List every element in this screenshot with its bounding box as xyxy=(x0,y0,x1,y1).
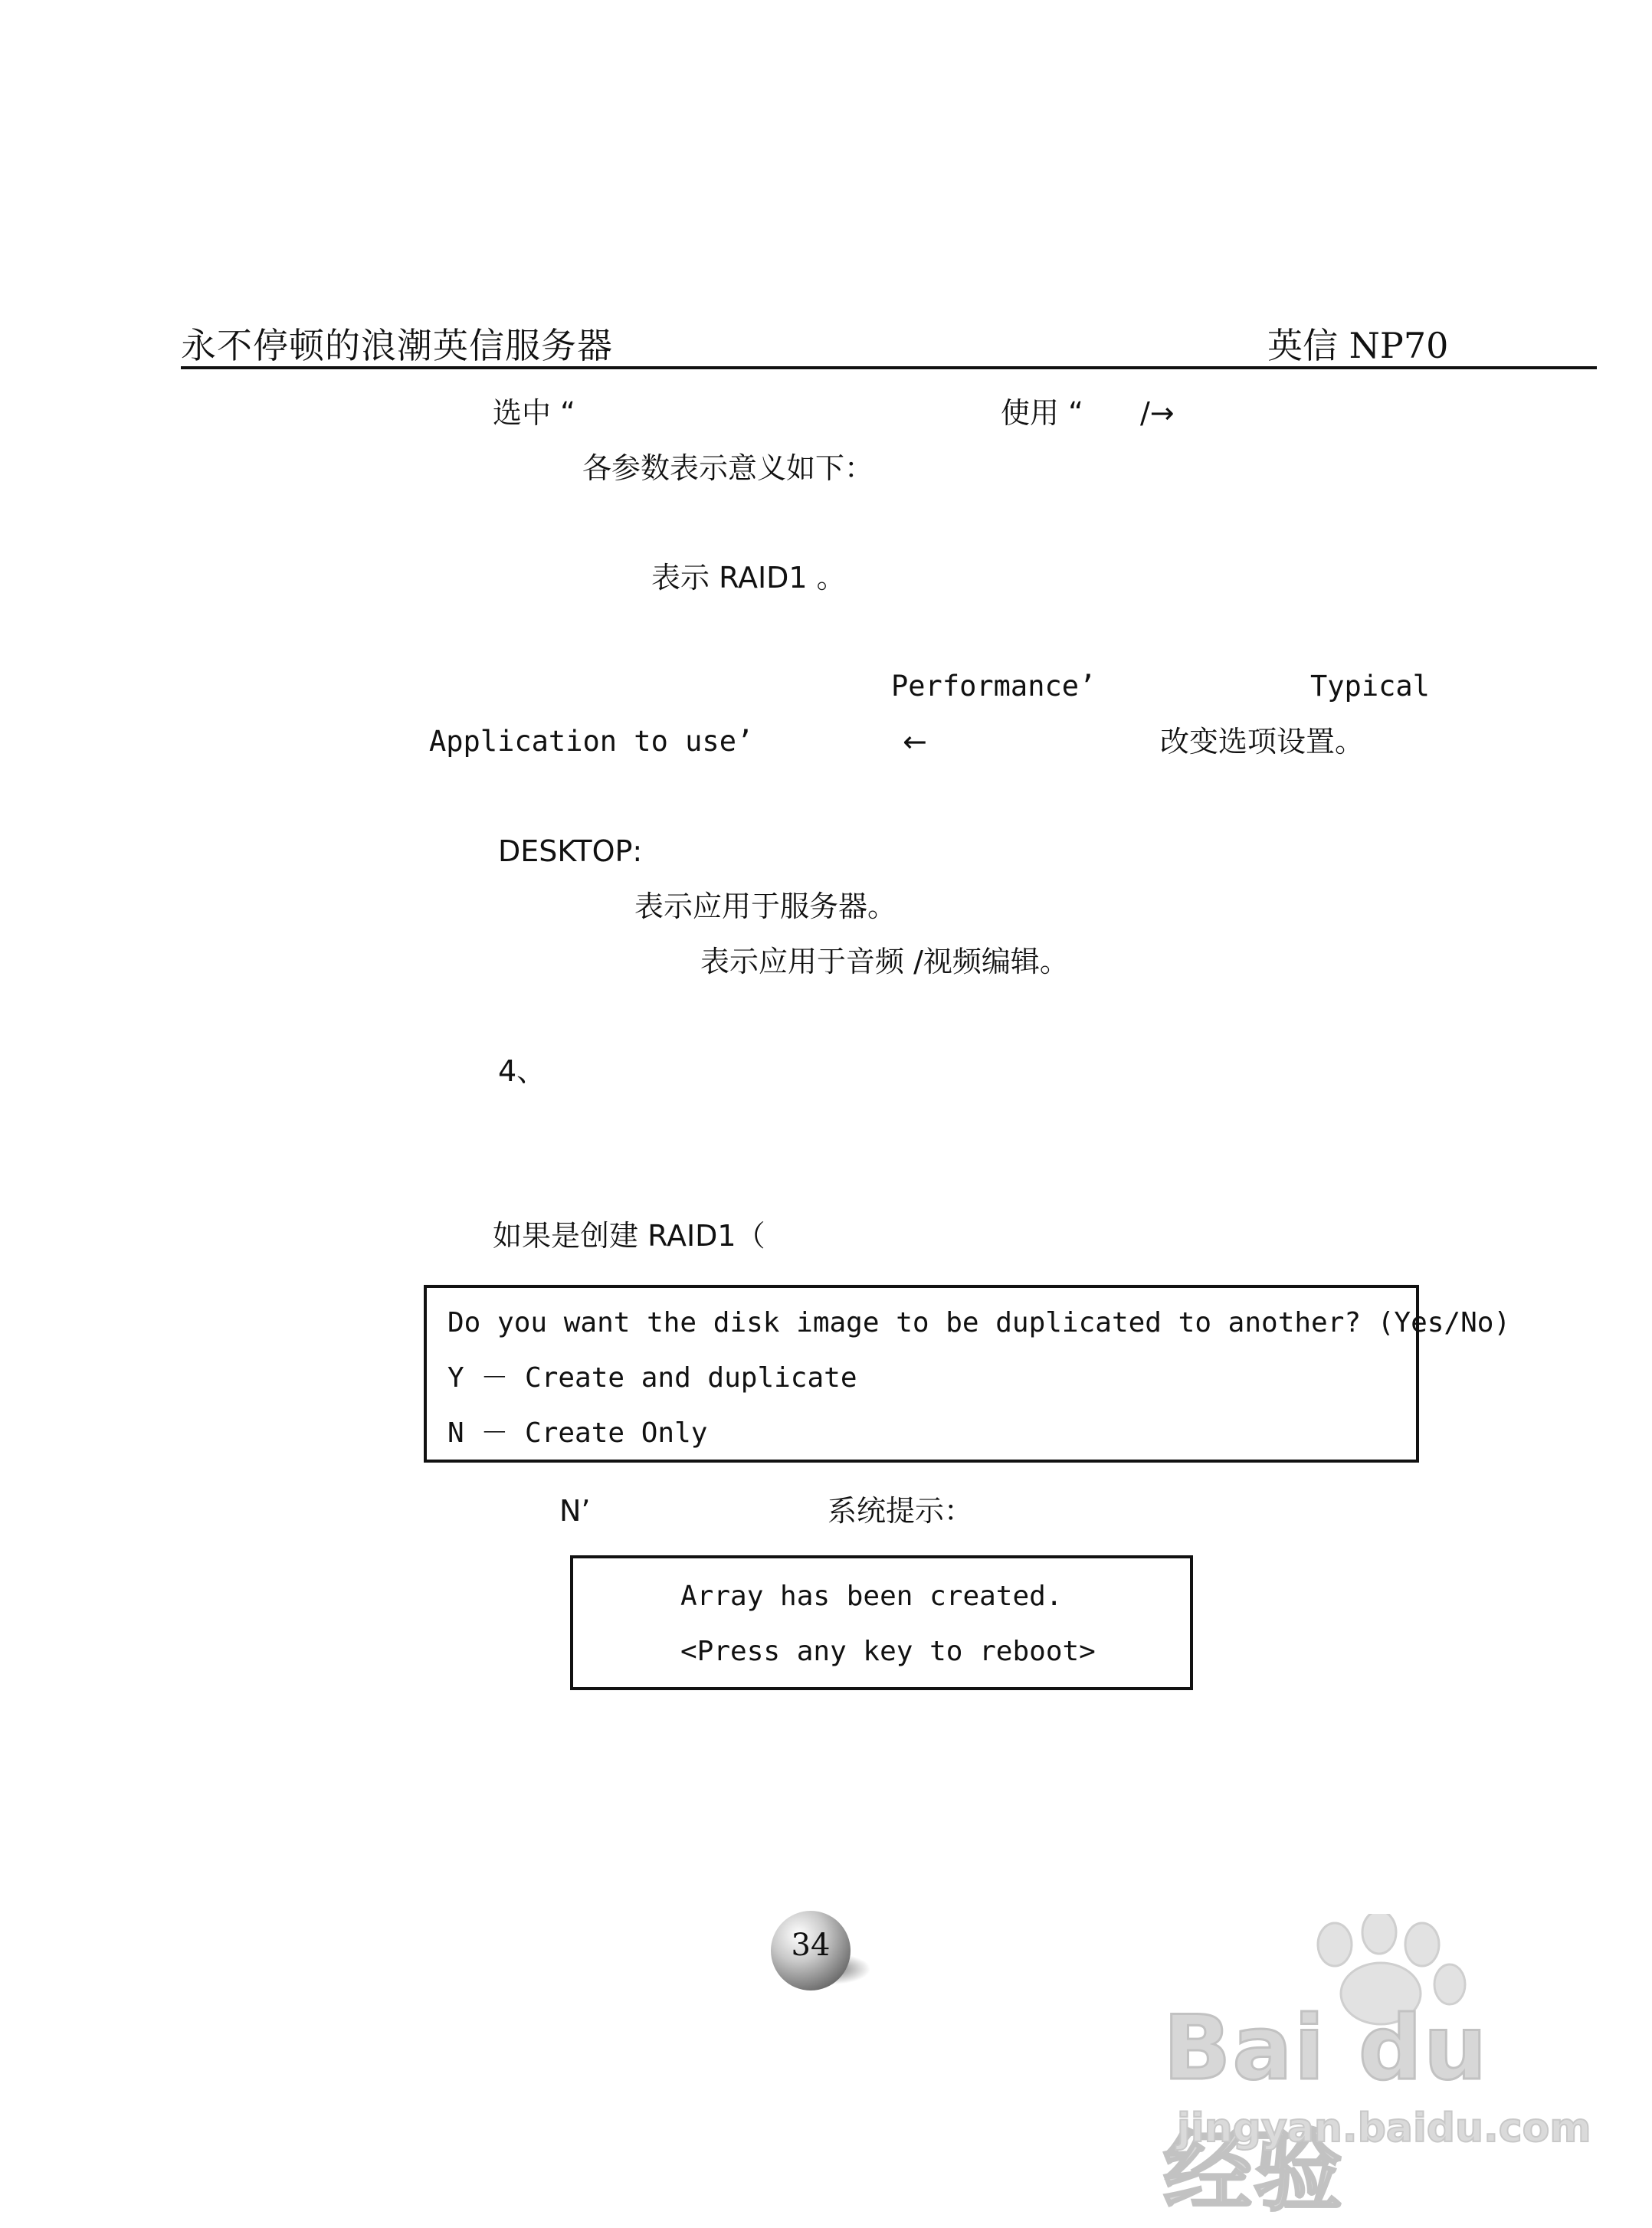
text-create-raid1: 如果是创建 RAID1（ xyxy=(493,1219,765,1253)
watermark-url: jingyan.baidu.com xyxy=(1177,2105,1591,2151)
text-application-to-use: Application to use’ xyxy=(429,725,754,758)
page-number: 34 xyxy=(791,1928,831,1963)
text-n-choice: N’ xyxy=(559,1494,591,1528)
text-change-option: 改变选项设置。 xyxy=(1160,725,1365,759)
prompt-question: Do you want the disk image to be duplicated to another? (Yes/No) xyxy=(447,1307,1511,1338)
baidu-watermark xyxy=(1157,1914,1591,2223)
text-left-arrow: ← xyxy=(903,725,927,759)
array-created-message: Array has been created. xyxy=(680,1581,1063,1612)
text-server-usage: 表示应用于服务器。 xyxy=(634,890,897,923)
duplicate-prompt-box xyxy=(424,1285,1511,1463)
text-av-editing-usage: 表示应用于音频 /视频编辑。 xyxy=(700,945,1069,978)
text-typical: Typical xyxy=(1310,670,1430,703)
text-raid1-meaning: 表示 RAID1 。 xyxy=(651,561,846,595)
text-use-prefix: 使用 “ xyxy=(1001,396,1083,430)
header-left-title: 永不停顿的浪潮英信服务器 xyxy=(181,325,613,366)
page-number-badge xyxy=(766,1909,870,1995)
text-step-four: 4、 xyxy=(498,1054,546,1088)
prompt-option-n: N － Create Only xyxy=(447,1417,708,1449)
text-select-prefix: 选中 “ xyxy=(493,396,575,430)
text-desktop-label: DESKTOP: xyxy=(498,834,643,868)
header-divider xyxy=(181,366,1597,369)
text-performance: Performance’ xyxy=(891,670,1096,703)
press-key-reboot-message: <Press any key to reboot> xyxy=(680,1636,1096,1667)
header-right-title: 英信 NP70 xyxy=(1267,325,1449,366)
watermark-brand: Bai du 经验 xyxy=(1163,1997,1489,2223)
prompt-option-y: Y － Create and duplicate xyxy=(447,1362,857,1394)
text-arrow-keys: /→ xyxy=(1140,396,1175,430)
array-created-box xyxy=(570,1555,1193,1690)
text-system-prompt: 系统提示： xyxy=(828,1494,974,1528)
text-parameter-intro: 各参数表示意义如下： xyxy=(582,451,874,485)
